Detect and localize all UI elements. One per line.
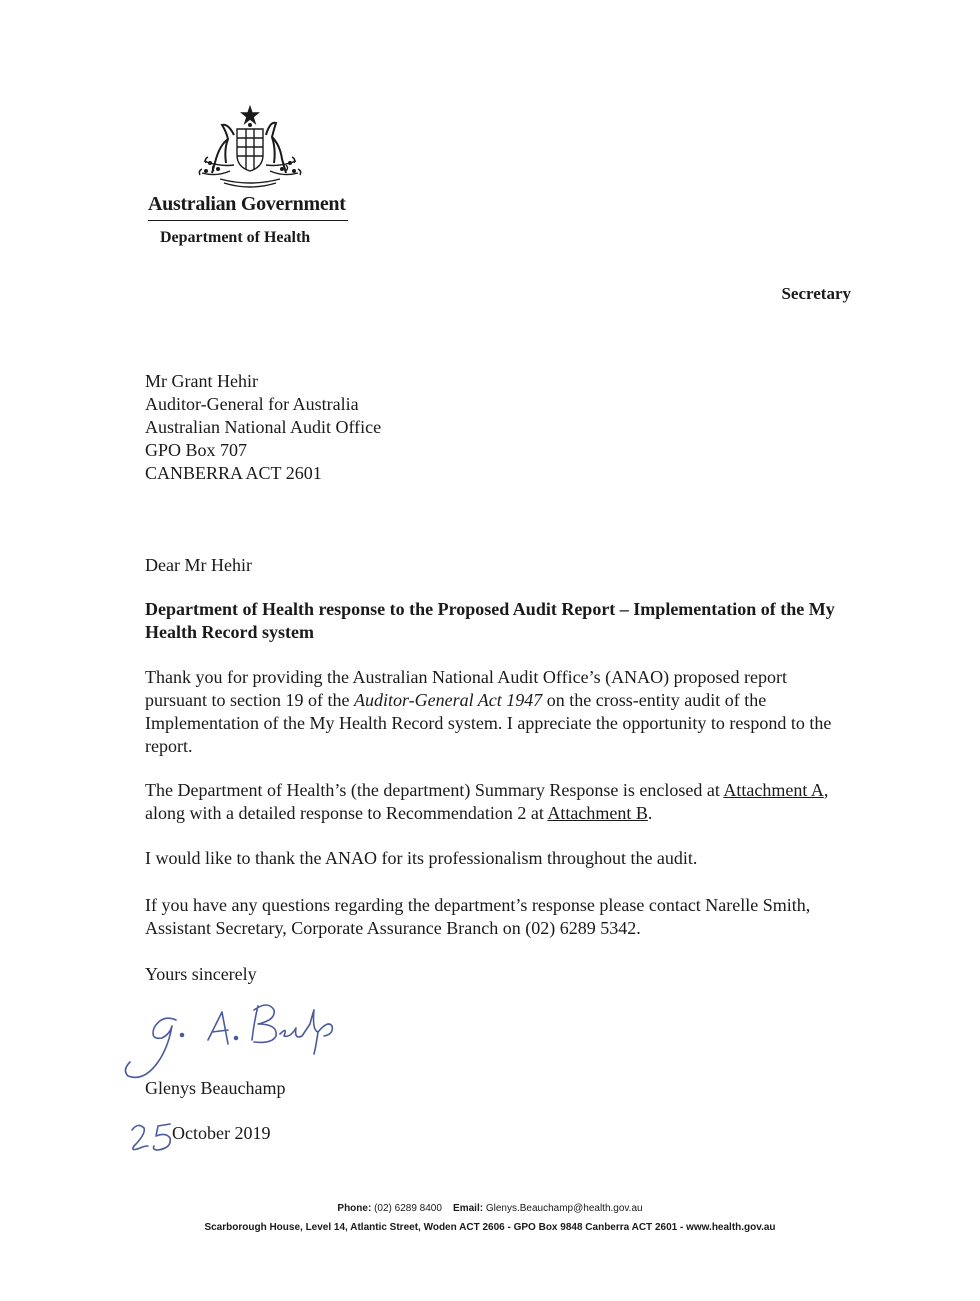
address-line: Australian National Audit Office — [145, 417, 382, 437]
coat-of-arms-logo — [190, 105, 310, 193]
paragraph-thanks: I would like to thank the ANAO for its professionalism throughout the audit. — [145, 848, 698, 868]
letter-subject: Department of Health response to the Proposed Audit Report – Implementation of the My Health Record system — [145, 599, 835, 642]
attachments-text: The Department of Health’s (the department) Summary Response is enclosed at — [145, 780, 724, 800]
letter-date: October 2019 — [172, 1123, 271, 1143]
office-title: Secretary — [781, 284, 851, 303]
address-line: GPO Box 707 — [145, 440, 248, 460]
phone-label: Phone: — [337, 1203, 372, 1214]
attachments-text-mid: , along with a detailed response to Recommendation 2 at — [145, 780, 829, 823]
intro-text: Thank you for providing the Australian National Audit Office’s (ANAO) proposed report pursuant to section 19 of the — [145, 667, 788, 710]
footer-contact — [0, 1203, 980, 1214]
paragraph-intro — [145, 666, 845, 758]
paragraph-contact: If you have any questions regarding the department’s response please contact Narelle Smith, Assistant Secretary, Corporate Assurance Branch on (02) 6289 5342. — [145, 895, 811, 938]
attachment-a-link: Attachment A — [723, 780, 824, 800]
act-title: Auditor-General Act 1947 — [353, 690, 543, 710]
signer-name: Glenys Beauchamp — [145, 1078, 286, 1098]
address-line: Mr Grant Hehir — [145, 371, 258, 391]
postal-address: Scarborough House, Level 14, Atlantic Street, Woden ACT 2606 - GPO Box 9848 Canberra ACT 2601 - — [204, 1222, 687, 1233]
salutation: Dear Mr Hehir — [145, 555, 252, 575]
handwritten-signature — [118, 990, 358, 1085]
attachments-text-end: . — [647, 803, 653, 823]
letterhead-divider — [148, 220, 348, 221]
recipient-address — [145, 370, 381, 485]
handwritten-date-day — [126, 1118, 176, 1156]
footer-address — [0, 1222, 980, 1233]
website-link: www.health.gov.au — [686, 1222, 776, 1233]
email-label: Email: — [453, 1203, 484, 1214]
government-name: Australian Government — [148, 193, 346, 215]
phone-number: (02) 6289 8400 — [374, 1203, 442, 1214]
intro-text-end: on the cross-entity audit of the Implementation of the My Health Record system. I appreciate the opportunity to respond to the report. — [145, 690, 832, 756]
closing: Yours sincerely — [145, 964, 257, 984]
address-line: CANBERRA ACT 2601 — [145, 463, 322, 483]
attachment-b-link: Attachment B — [547, 803, 648, 823]
paragraph-attachments — [145, 779, 845, 825]
department-name: Department of Health — [160, 229, 311, 246]
email-address: Glenys.Beauchamp@health.gov.au — [485, 1203, 643, 1214]
address-line: Auditor-General for Australia — [145, 394, 359, 414]
